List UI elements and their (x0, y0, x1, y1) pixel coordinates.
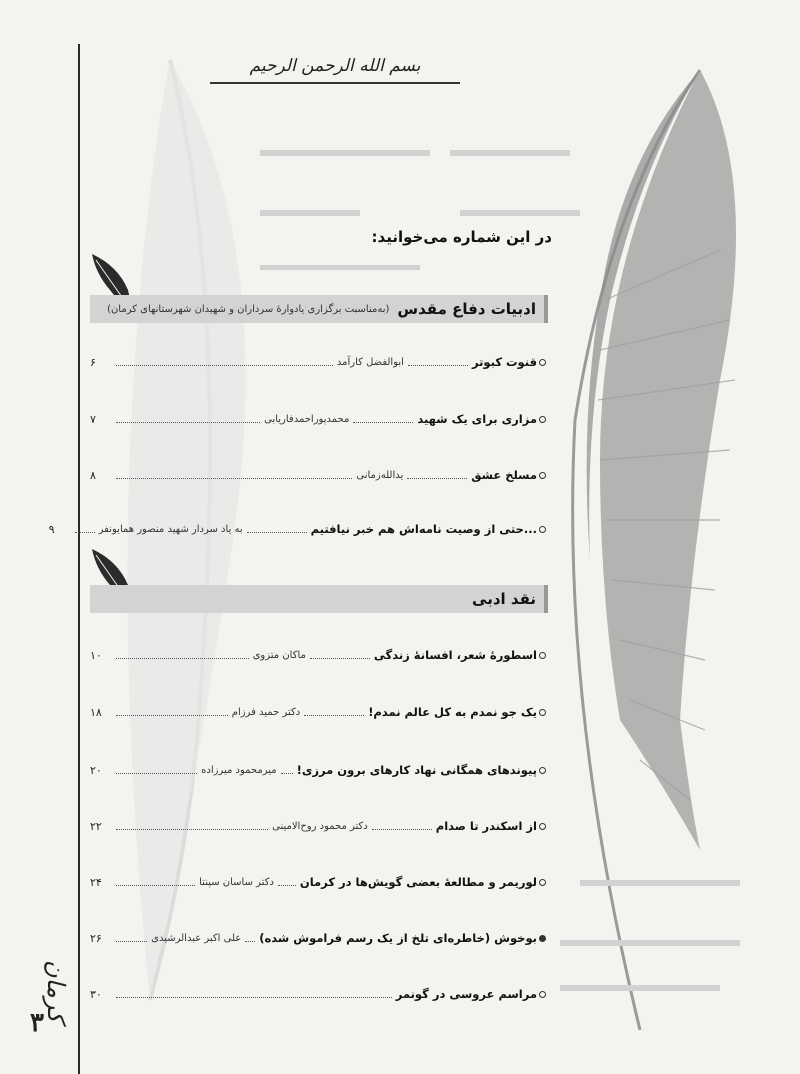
entry-page: ۲۰ (90, 763, 102, 777)
toc-entry[interactable] (90, 645, 546, 665)
toc-entry[interactable] (90, 409, 546, 429)
leader-dots (116, 879, 195, 886)
leader-dots (116, 935, 147, 942)
section-title: نقد ادبی (472, 590, 536, 608)
bullet-icon (539, 823, 546, 830)
entry-title: ...حتی از وصیت نامه‌اش هم خبر نیافتیم (310, 522, 537, 536)
leader-dots (116, 359, 333, 366)
leader-dots (372, 823, 432, 830)
entry-title: بوخوش (خاطره‌ای تلخ از یک رسم فراموش شده) (259, 931, 537, 945)
leader-dots (116, 652, 249, 659)
leader-dots (407, 472, 467, 479)
toc-entry[interactable] (90, 760, 546, 780)
left-margin-line (78, 44, 80, 1074)
bullet-icon (539, 709, 546, 716)
entry-page: ۶ (90, 355, 96, 369)
leader-dots (247, 526, 307, 533)
toc-entry[interactable] (90, 872, 546, 892)
kerman-signature: کرمان (42, 960, 70, 1023)
entry-page: ۲۴ (90, 875, 102, 889)
entry-author: یدالله‌زمانی (356, 469, 404, 481)
leader-dots (116, 823, 268, 830)
entry-author: علی اکبر عبدالرشیدی (151, 932, 242, 944)
entry-title: قنوت کبوتر (471, 355, 537, 369)
bullet-icon (539, 472, 546, 479)
bullet-icon (539, 991, 546, 998)
entry-author: دکتر ساسان سپنتا (199, 876, 274, 888)
entry-author: میرمحمود میرزاده (201, 764, 277, 776)
entry-page: ۹ (48, 522, 55, 536)
section-band-holy-defense (90, 295, 548, 323)
toc-entry[interactable] (90, 702, 546, 722)
toc-entry[interactable] (90, 816, 546, 836)
entry-page: ۲۶ (90, 931, 102, 945)
bullet-icon (539, 359, 546, 366)
entry-title: از اسکندر تا صدام (435, 819, 537, 833)
leader-dots (75, 526, 95, 533)
leader-dots (116, 767, 197, 774)
leader-dots (278, 879, 296, 886)
toc-entry[interactable] (90, 352, 546, 372)
toc-entry[interactable] (90, 928, 546, 948)
leader-dots (116, 416, 260, 423)
leader-dots (116, 709, 228, 716)
entry-title: لوریمر و مطالعهٔ بعضی گویش‌ها در کرمان (299, 875, 537, 889)
bullet-filled-icon (539, 935, 546, 942)
entry-author: ابوالفضل کارآمد (336, 356, 404, 368)
section-subtitle: (به‌مناسبت برگزاری یادوارهٔ سرداران و شهیدان شهرستانهای کرمان) (107, 303, 390, 315)
entry-page: ۸ (90, 468, 96, 482)
leader-dots (310, 652, 370, 659)
toc-entry[interactable] (90, 984, 546, 1004)
entry-title: مراسم عروسی در گونمر (395, 987, 537, 1001)
entry-page: ۱۰ (90, 648, 102, 662)
entry-title: یک جو نمدم به کل عالم نمدم! (368, 705, 537, 719)
leader-dots (353, 416, 413, 423)
leader-dots (408, 359, 468, 366)
entry-author: ماکان متزوی (252, 649, 306, 661)
leader-dots (281, 767, 293, 774)
bullet-icon (539, 879, 546, 886)
entry-page: ۲۲ (90, 819, 102, 833)
basmala-calligraphy: بسم الله الرحمن الرحیم (210, 52, 460, 84)
bullet-icon (539, 416, 546, 423)
entry-title: پیوندهای همگانی نهاد کارهای برون مرزی! (296, 763, 537, 777)
leader-dots (245, 935, 255, 942)
bullet-icon (539, 767, 546, 774)
bullet-icon (539, 652, 546, 659)
leader-dots (304, 709, 364, 716)
bullet-icon (539, 526, 546, 533)
section-band-literary-criticism (90, 585, 548, 613)
entry-author: به یاد سردار شهید منصور همایونفر (98, 523, 243, 535)
toc-entry[interactable] (48, 519, 546, 539)
entry-title: مسلخ عشق (471, 468, 537, 482)
entry-page: ۱۸ (90, 705, 102, 719)
page-number: ۳ (30, 1008, 44, 1038)
entry-page: ۷ (90, 412, 96, 426)
entry-author: دکتر حمید فرزام (231, 706, 301, 718)
entry-author: محمدپوراحمدفاریابی (264, 413, 350, 425)
leader-dots (116, 472, 352, 479)
toc-heading: در این شماره می‌خوانید: (371, 228, 552, 246)
section-title: ادبیات دفاع مقدس (397, 300, 536, 318)
toc-entry[interactable] (90, 465, 546, 485)
entry-title: اسطورهٔ شعر، افسانهٔ زندگی (373, 648, 537, 662)
leader-dots (116, 991, 392, 998)
entry-title: مزاری برای یک شهید (417, 412, 537, 426)
entry-author: دکتر محمود روح‌الامینی (272, 820, 368, 832)
entry-page: ۳۰ (90, 987, 102, 1001)
